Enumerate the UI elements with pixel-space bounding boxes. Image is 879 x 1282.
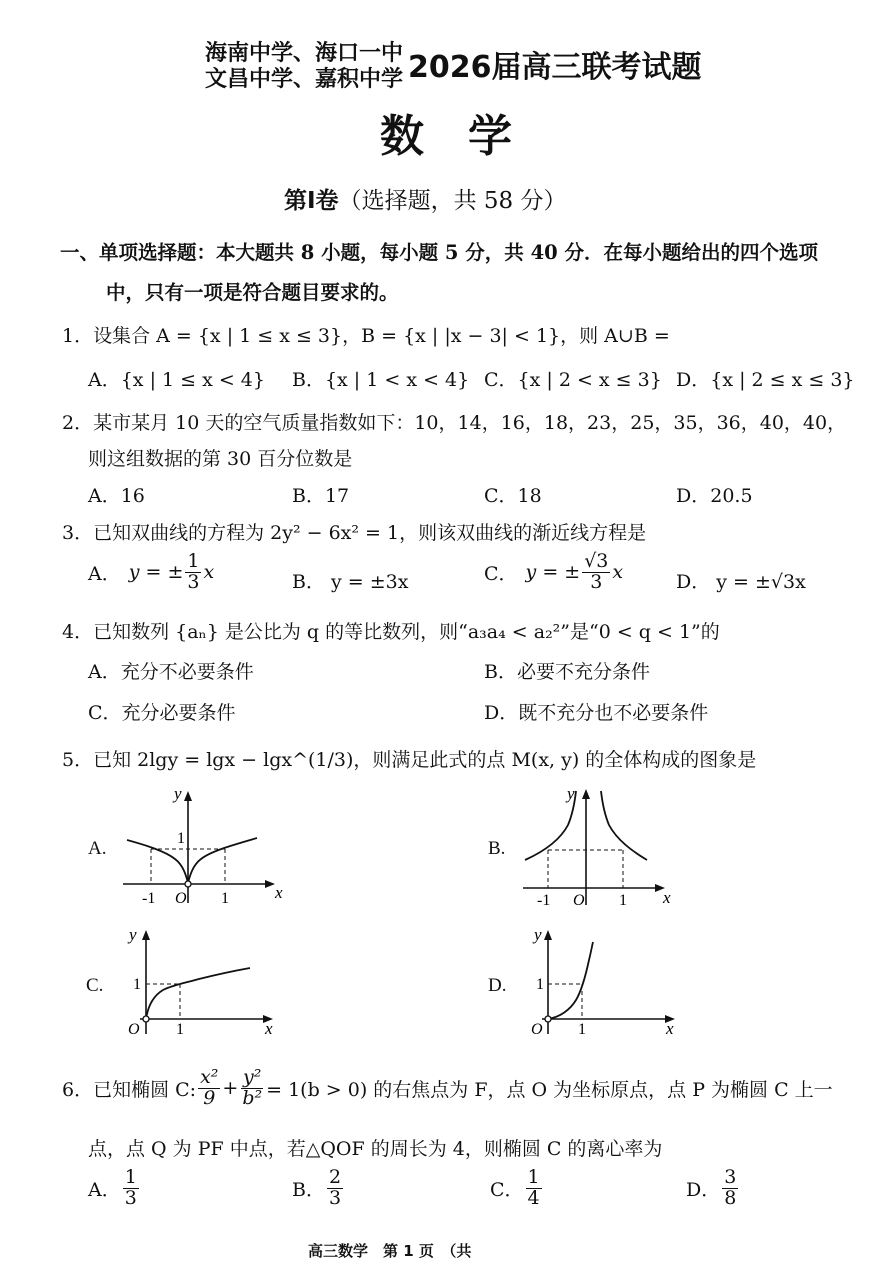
curve <box>146 968 250 1019</box>
q3-stem: 3．已知双曲线的方程为 2y² − 6x² = 1，则该双曲线的渐近线方程是 <box>62 522 647 544</box>
y-axis-arrow <box>582 789 590 799</box>
q3-option-a-fraction <box>185 552 201 593</box>
q5-graph-a-label: A. <box>88 838 107 859</box>
hollow-point <box>143 1016 149 1022</box>
hollow-point <box>545 1016 551 1022</box>
fraction-numerator: 3 <box>724 1166 737 1188</box>
q3-option-c-fraction <box>582 552 610 593</box>
tick-label-1-y: 1 <box>177 830 185 847</box>
q3-option-c <box>484 552 623 593</box>
origin-label: O <box>531 1021 543 1037</box>
q1-option-b: B．{x | 1 < x < 4} <box>292 369 470 391</box>
x-axis-arrow <box>265 880 275 888</box>
fraction-denominator: 3 <box>590 570 603 593</box>
school-names-line1: 海南中学、海口一中 <box>205 41 404 66</box>
y-axis-label: y <box>534 925 542 944</box>
fraction-numerator: y² <box>243 1066 262 1088</box>
fraction-numerator: 1 <box>527 1166 540 1188</box>
q3-option-c-post: x <box>612 561 624 584</box>
fraction-numerator: 1 <box>187 550 200 572</box>
curve <box>548 942 593 1019</box>
q6-option-b <box>292 1168 345 1209</box>
q4-option-d: D．既不充分也不必要条件 <box>484 702 709 724</box>
q5-graph-d <box>520 922 690 1037</box>
school-names-line2: 文昌中学、嘉积中学 <box>205 67 404 92</box>
option-fraction <box>123 1168 139 1209</box>
hollow-point <box>185 881 191 887</box>
q3-option-a <box>88 552 214 593</box>
q6-option-a <box>88 1168 141 1209</box>
tick-label-1-x: 1 <box>578 1021 586 1037</box>
q4-option-b: B．必要不充分条件 <box>484 661 650 683</box>
option-fraction <box>526 1168 542 1209</box>
q6-stem-line1 <box>62 1068 833 1109</box>
q1-option-d: D．{x | 2 ≤ x ≤ 3} <box>676 369 855 391</box>
y-axis-arrow <box>142 930 150 940</box>
fraction-denominator: 3 <box>328 1186 342 1209</box>
q5-graph-b <box>515 785 685 910</box>
tick-label-1-x: 1 <box>619 892 627 909</box>
q3-option-c-label: C． <box>484 562 518 585</box>
q5-graph-d-label: D. <box>488 975 507 996</box>
origin-label: O <box>175 890 187 907</box>
q6-stem-post: = 1(b > 0) 的右焦点为 F，点 O 为坐标原点，点 P 为椭圆 C 上一 <box>266 1078 833 1101</box>
y-axis-arrow <box>184 791 192 801</box>
option-label: C． <box>490 1178 524 1201</box>
q4-stem: 4．已知数列 {aₙ} 是公比为 q 的等比数列，则“a₃a₄ < a₂²”是“0 < q < 1”的 <box>62 621 720 643</box>
part1-heading: 一、单项选择题：本大题共 8 小题，每小题 5 分，共 40 分．在每小题给出的四个选项 <box>60 241 819 264</box>
q5-graph-c-label: C. <box>86 975 104 996</box>
q1-option-a: A．{x | 1 ≤ x < 4} <box>88 369 265 391</box>
q6-stem-pre: 6．已知椭圆 C: <box>62 1078 197 1101</box>
q2-stem-line2: 则这组数据的第 30 百分位数是 <box>88 448 353 470</box>
x-axis-label: x <box>265 1019 273 1037</box>
part1-heading-cont: 中，只有一项是符合题目要求的。 <box>106 281 399 304</box>
q1-stem: 1．设集合 A = {x | 1 ≤ x ≤ 3}，B = {x | |x − 3| < 1}，则 A∪B = <box>62 325 670 347</box>
y-axis-label: y <box>567 785 575 803</box>
q3-option-a-label: A． <box>88 562 121 585</box>
q2-option-c: C．18 <box>484 485 542 507</box>
y-axis-label: y <box>174 785 182 803</box>
q3-option-b: B． y = ±3x <box>292 571 409 593</box>
fraction-denominator: 9 <box>203 1086 216 1109</box>
section-desc: （选择题，共 58 分） <box>338 188 567 214</box>
q3-option-d: D． y = ±√3x <box>676 571 806 593</box>
origin-label: O <box>128 1021 140 1037</box>
fraction-denominator: 3 <box>124 1186 137 1209</box>
option-fraction <box>722 1168 738 1209</box>
y-axis-label: y <box>129 925 137 944</box>
option-label: D． <box>686 1178 721 1201</box>
fraction-numerator: x² <box>200 1066 219 1088</box>
q2-option-b: B．17 <box>292 485 350 507</box>
x-axis-label: x <box>663 888 671 907</box>
tick-label-1-x: 1 <box>221 890 229 907</box>
q4-option-c: C．充分必要条件 <box>88 702 236 724</box>
x-axis-label: x <box>275 883 283 902</box>
q1-option-c: C．{x | 2 < x ≤ 3} <box>484 369 662 391</box>
tick-label-1-x: 1 <box>176 1021 184 1037</box>
fraction-numerator: √3 <box>584 550 609 572</box>
option-label: B． <box>292 1178 325 1201</box>
fraction-denominator: 4 <box>527 1186 540 1209</box>
q6-fraction-y <box>240 1068 264 1109</box>
fraction-numerator: 2 <box>328 1166 342 1188</box>
tick-label-1-y: 1 <box>536 976 544 993</box>
option-fraction <box>327 1168 343 1209</box>
q6-stem-line2: 点，点 Q 为 PF 中点，若△QOF 的周长为 4，则椭圆 C 的离心率为 <box>88 1138 663 1160</box>
fraction-denominator: 8 <box>724 1186 737 1209</box>
section-number: 第Ⅰ卷 <box>284 188 339 214</box>
origin-label: O <box>573 892 585 909</box>
q2-option-a: A．16 <box>88 485 145 507</box>
q3-option-a-post: x <box>203 561 215 584</box>
curve-right <box>188 838 257 883</box>
exam-title: 2026届高三联考试题 <box>408 50 702 85</box>
option-label: A． <box>88 1178 121 1201</box>
fraction-numerator: 1 <box>124 1166 137 1188</box>
q5-graph-b-label: B. <box>488 838 506 859</box>
q5-graph-c <box>115 922 285 1037</box>
tick-label-1-y: 1 <box>133 976 141 993</box>
tick-label-neg1: -1 <box>142 890 156 907</box>
q2-option-d: D．20.5 <box>676 485 753 507</box>
q5-graph-a <box>115 785 285 910</box>
fraction-denominator: b² <box>242 1086 263 1109</box>
q3-option-c-pre: y = ± <box>525 561 581 584</box>
page-footer: 高三数学 第 1 页 （共 <box>308 1242 472 1260</box>
q4-option-a: A．充分不必要条件 <box>88 661 254 683</box>
q6-option-c <box>490 1168 544 1209</box>
section-title <box>284 182 566 215</box>
y-axis-arrow <box>544 930 552 940</box>
subject-title: 数 学 <box>380 111 512 162</box>
tick-label-neg1: -1 <box>537 892 551 909</box>
x-axis-label: x <box>666 1019 674 1037</box>
q2-stem-line1: 2．某市某月 10 天的空气质量指数如下：10，14，16，18，23，25，35，36，40，40， <box>62 412 847 434</box>
q6-fraction-x <box>198 1068 220 1109</box>
q6-option-d <box>686 1168 740 1209</box>
q6-plus: + <box>222 1077 239 1100</box>
q5-stem: 5．已知 2lgy = lgx − lgx^(1/3)，则满足此式的点 M(x, y) 的全体构成的图象是 <box>62 749 757 771</box>
q3-option-a-pre: y = ± <box>128 561 184 584</box>
fraction-denominator: 3 <box>187 570 200 593</box>
